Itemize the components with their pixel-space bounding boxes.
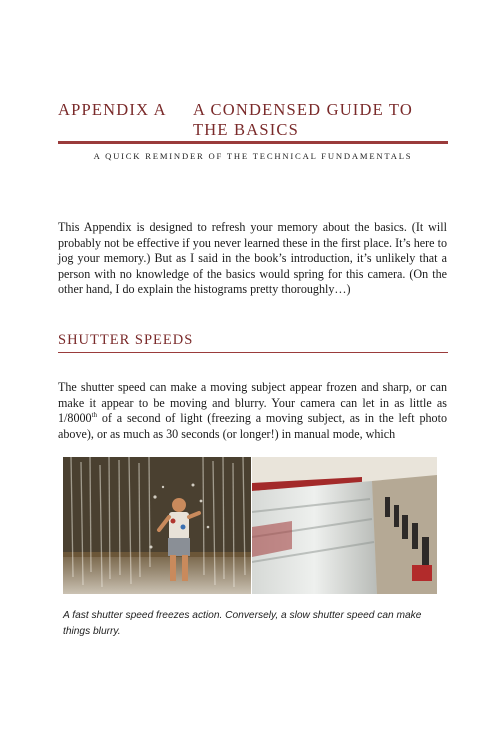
slow-shutter-photo [252, 457, 437, 594]
subway-train-illustration [252, 457, 437, 594]
fountain-child-illustration [63, 457, 251, 594]
heading-rule [58, 141, 448, 144]
appendix-subtitle: A QUICK REMINDER OF THE TECHNICAL FUNDAMENTALS [93, 151, 413, 161]
section-heading-shutter-speeds: SHUTTER SPEEDS [58, 332, 194, 348]
appendix-title: A CONDENSED GUIDE TO THE BASICS [193, 100, 414, 139]
appendix-label: APPENDIX A [58, 100, 167, 119]
ordinal-superscript: th [91, 411, 98, 420]
shutter-paragraph-text-2: of a second of light (freezing a moving subject, as in the left photo above), or as much as 30 seconds (or longer!) in manual mode, which [58, 411, 447, 441]
figure-caption: A fast shutter speed freezes action. Conversely, a slow shutter speed can make things blurry. [63, 610, 422, 637]
shutter-speed-paragraph [58, 380, 447, 442]
fast-shutter-photo [63, 457, 251, 594]
section-rule [58, 352, 448, 353]
shutter-paragraph-text-1: The shutter speed can make a moving subject appear frozen and sharp, or can make it appear to be moving and blurry. Your camera can let in as little as 1/8000 [58, 380, 447, 426]
intro-paragraph: This Appendix is designed to refresh your memory about the basics. (It will probably not be effective if you never learned these in the first place. It’s here to jog your memory.) But as I said in the book’s introduction, it’s unlikely that a person with no knowledge of the basics would spring for this camera. (On the other hand, I do explain the histograms pretty thoroughly…) [58, 220, 447, 297]
